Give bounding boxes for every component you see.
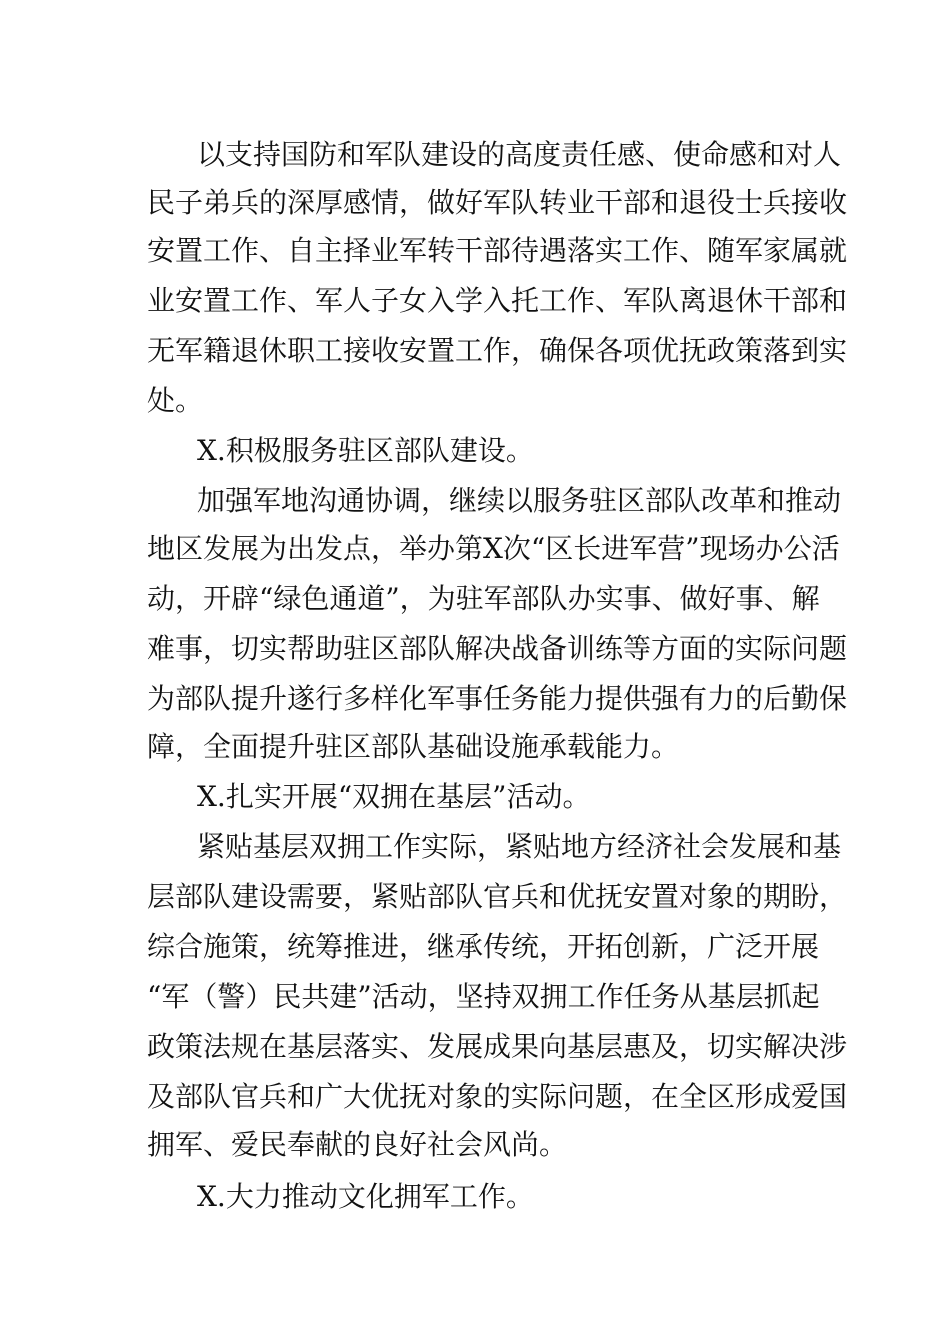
- paragraph-3-line-2: 层部队建设需要，紧贴部队官兵和优抚安置对象的期盼，: [147, 880, 848, 913]
- paragraph-1-line-1: 以支持国防和军队建设的高度责任感、使命感和对人: [197, 138, 842, 171]
- paragraph-3-line-6: 及部队官兵和广大优抚对象的实际问题，在全区形成爱国: [147, 1080, 848, 1113]
- paragraph-3-line-7: 拥军、爱民奉献的良好社会风尚。: [147, 1128, 568, 1161]
- paragraph-2-line-4: 难事，切实帮助驻区部队解决战备训练等方面的实际问题: [147, 632, 848, 665]
- paragraph-1-line-5: 无军籍退休职工接收安置工作，确保各项优抚政策落到实: [147, 334, 848, 367]
- paragraph-2-line-2: 地区发展为出发点，举办第X次“区长进军营”现场办公活: [147, 532, 840, 565]
- section-heading-3: X.大力推动文化拥军工作。: [197, 1180, 534, 1213]
- paragraph-2-line-1: 加强军地沟通协调，继续以服务驻区部队改革和推动: [197, 484, 842, 517]
- paragraph-2-line-3: 动，开辟“绿色通道”，为驻军部队办实事、做好事、解: [147, 582, 820, 615]
- paragraph-3-line-1: 紧贴基层双拥工作实际，紧贴地方经济社会发展和基: [197, 830, 842, 863]
- paragraph-2-line-5: 为部队提升遂行多样化军事任务能力提供强有力的后勤保: [147, 682, 848, 715]
- section-heading-1: X.积极服务驻区部队建设。: [197, 434, 534, 467]
- paragraph-3-line-4: “军（警）民共建”活动，坚持双拥工作任务从基层抓起: [147, 980, 820, 1013]
- paragraph-1-line-3: 安置工作、自主择业军转干部待遇落实工作、随军家属就: [147, 234, 848, 267]
- paragraph-3-line-3: 综合施策，统筹推进，继承传统，开拓创新，广泛开展: [147, 930, 820, 963]
- paragraph-3-line-5: 政策法规在基层落实、发展成果向基层惠及，切实解决涉: [147, 1030, 848, 1063]
- paragraph-1-line-4: 业安置工作、军人子女入学入托工作、军队离退休干部和: [147, 284, 848, 317]
- paragraph-1-line-6: 处。: [147, 384, 204, 417]
- section-heading-2: X.扎实开展“双拥在基层”活动。: [197, 780, 591, 813]
- paragraph-1-line-2: 民子弟兵的深厚感情，做好军队转业干部和退役士兵接收: [147, 186, 848, 219]
- paragraph-2-line-6: 障，全面提升驻区部队基础设施承载能力。: [147, 730, 680, 763]
